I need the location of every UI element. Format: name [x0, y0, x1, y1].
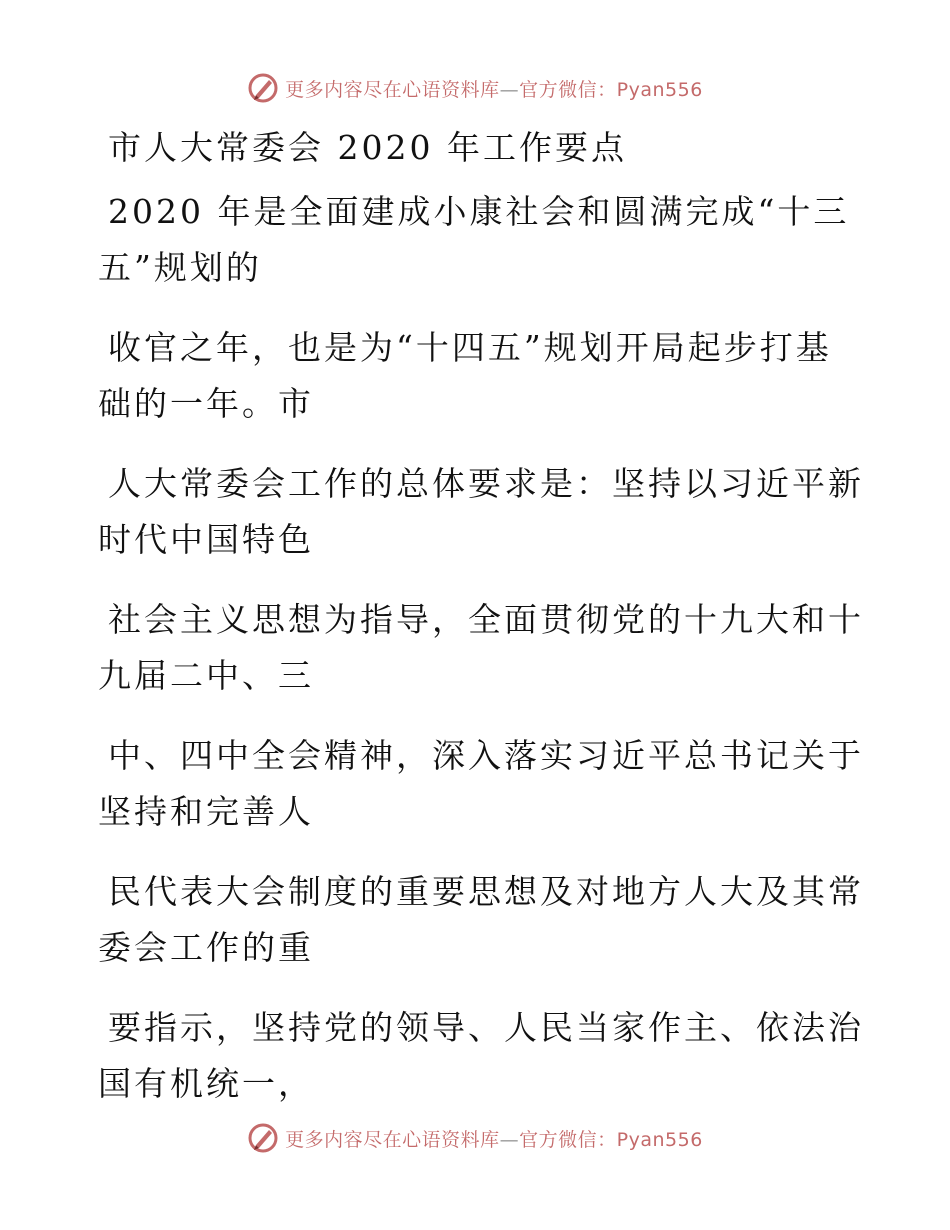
paragraph-line: 委会工作的重 [98, 928, 314, 967]
paragraph [98, 456, 864, 568]
paragraph-line: 础的一年。市 [98, 384, 314, 423]
paragraph-line: 五”规划的 [98, 248, 262, 287]
document-body [98, 120, 864, 1136]
paragraph-line: 中、四中全会精神，深入落实习近平总书记关于 [108, 736, 864, 775]
footer-watermark [0, 1122, 950, 1154]
watermark-text: 更多内容尽在心语资料库—官方微信：Pyan556 [285, 78, 703, 101]
paragraph-line: 社会主义思想为指导，全面贯彻党的十九大和十 [108, 600, 864, 639]
paragraph-line: 民代表大会制度的重要思想及对地方人大及其常 [108, 872, 864, 911]
paragraph-line: 国有机统一， [98, 1064, 314, 1103]
paragraph-line: 2020 年是全面建成小康社会和圆满完成“十三 [108, 192, 850, 231]
paragraph [98, 320, 838, 432]
paragraph [98, 728, 864, 840]
paragraph [98, 184, 850, 296]
paragraph [98, 864, 864, 976]
pen-logo-icon [247, 72, 279, 104]
paragraph [98, 592, 864, 704]
paragraph-line: 坚持和完善人 [98, 792, 314, 831]
paragraph-line: 九届二中、三 [98, 656, 314, 695]
pen-logo-icon [247, 1122, 279, 1154]
paragraph-line: 人大常委会工作的总体要求是：坚持以习近平新 [108, 464, 864, 503]
paragraph-line: 时代中国特色 [98, 520, 314, 559]
document-title: 市人大常委会 2020 年工作要点 [108, 128, 627, 167]
header-watermark [0, 72, 950, 104]
watermark-text: 更多内容尽在心语资料库—官方微信：Pyan556 [285, 1128, 703, 1151]
paragraph-line: 收官之年，也是为“十四五”规划开局起步打基 [108, 328, 832, 367]
paragraph [98, 1000, 864, 1112]
paragraph-line: 要指示，坚持党的领导、人民当家作主、依法治 [108, 1008, 864, 1047]
